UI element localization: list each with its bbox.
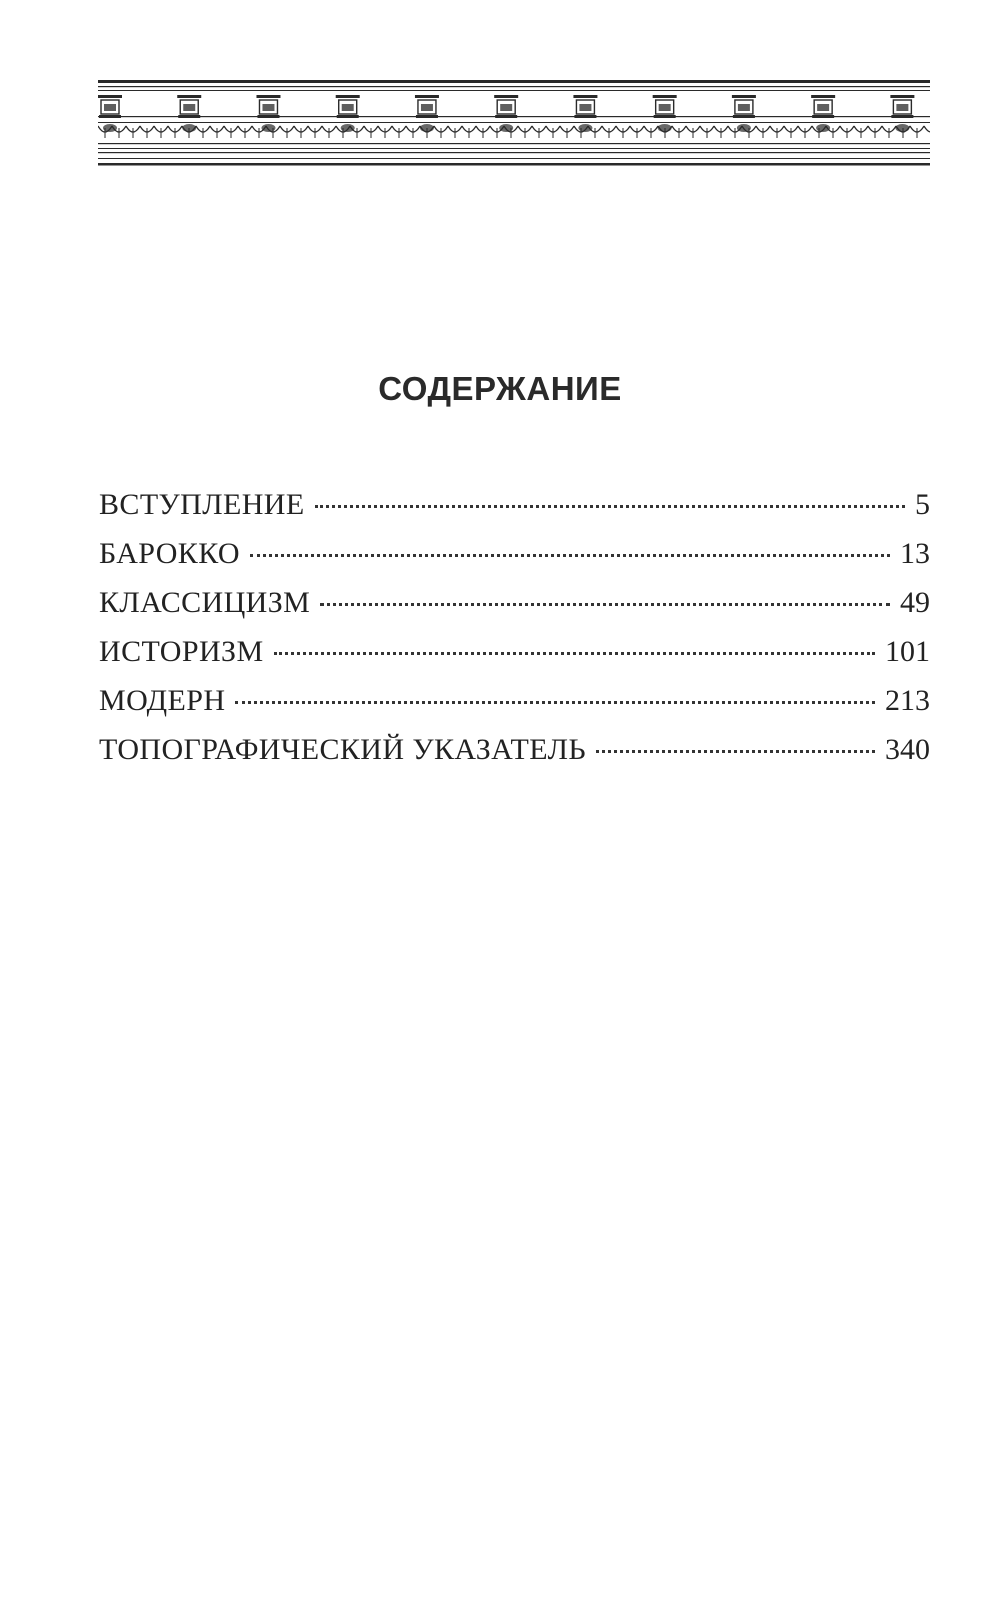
toc-entry-label: БАРОККО (99, 537, 240, 570)
dot-leader (315, 505, 905, 508)
toc-row (99, 684, 930, 733)
toc-row (99, 635, 930, 684)
toc-page-number: 340 (885, 733, 930, 766)
page-title: СОДЕРЖАНИЕ (378, 370, 622, 407)
dot-leader (250, 554, 890, 557)
dot-leader (235, 701, 875, 704)
architectural-frieze-ornament (98, 80, 930, 172)
toc-page-number: 213 (885, 684, 930, 717)
toc-entry-label: ТОПОГРАФИЧЕСКИЙ УКАЗАТЕЛЬ (99, 733, 586, 766)
dot-leader (320, 603, 890, 606)
dot-leader (596, 750, 875, 753)
toc-row (99, 488, 930, 537)
toc-page-number: 101 (885, 635, 930, 668)
dot-leader (274, 652, 875, 655)
table-of-contents (99, 488, 930, 782)
toc-row (99, 733, 930, 782)
toc-row (99, 537, 930, 586)
toc-page-number: 49 (900, 586, 930, 619)
toc-row (99, 586, 930, 635)
toc-entry-label: КЛАССИЦИЗМ (99, 586, 311, 619)
toc-entry-label: МОДЕРН (99, 684, 226, 717)
toc-page-number: 5 (915, 488, 930, 521)
toc-page-number: 13 (900, 537, 930, 570)
toc-entry-label: ИСТОРИЗМ (99, 635, 264, 668)
toc-entry-label: ВСТУПЛЕНИЕ (99, 488, 305, 521)
